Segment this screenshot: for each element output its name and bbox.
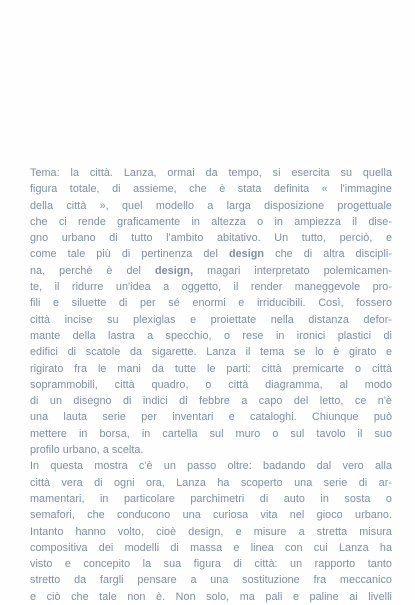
emphasized-word: design,	[154, 264, 194, 277]
text-line	[30, 263, 392, 279]
text-line	[30, 377, 392, 393]
text-segment: della città », quel modello a larga disposizione progettuale	[30, 199, 392, 212]
text-line	[30, 312, 392, 328]
text-segment: na, perché è del	[30, 264, 155, 277]
text-segment: stretto da fargli pensare a una sostituzione fra meccanico	[30, 574, 392, 587]
text-line	[30, 524, 392, 540]
text-segment: visto e concepito la sua figura di città: un rapporto tanto	[30, 558, 392, 571]
text-segment: rigirato fra le mani da tutte le parti: città premicarte o città	[30, 362, 392, 375]
text-line	[30, 295, 392, 311]
text-line	[30, 540, 392, 556]
text-line	[30, 344, 392, 360]
text-segment: In questa mostra c'è un passo oltre: badando dal vero alla	[30, 460, 392, 473]
text-segment: semafori, che conducono una curiosa vita nel gioco urbano.	[30, 509, 392, 522]
text-segment: fili e siluette di per sé enormi e irriducibili. Così, fossero	[30, 297, 392, 310]
text-segment: te, il ridurre un'idea a oggetto, il render maneggevole pro-	[30, 281, 392, 294]
text-segment: e ciò che tale non è. Non solo, ma pali e paline ai livelli	[30, 590, 392, 603]
text-segment: città incise su plexiglas e proiettate nella distanza defor-	[30, 313, 392, 326]
text-line	[30, 165, 392, 181]
text-segment: mettere in borsa, in cartella sul muro o sul tavolo il suo	[30, 427, 392, 440]
body-text	[30, 165, 392, 605]
text-line	[30, 279, 392, 295]
text-segment: mamentari, in particolare parchimetri di auto in sosta o	[30, 492, 392, 505]
text-segment: edifici di scatole da sigarette. Lanza il tema se lo è girato e	[30, 346, 392, 359]
text-line	[30, 442, 392, 458]
text-line	[30, 246, 392, 262]
text-line	[30, 491, 392, 507]
text-segment: Intanto hanno volto, cioè design, e misure a stretta misura	[30, 525, 392, 538]
text-line	[30, 393, 392, 409]
text-segment: come tale più di pertinenza del	[30, 248, 229, 261]
text-segment: che ci rende graficamente in altezza o in ampiezza il dise-	[30, 215, 392, 228]
text-line	[30, 361, 392, 377]
text-line	[30, 230, 392, 246]
text-segment: una lauta serie per inventari e cataloghi. Chiunque può	[30, 411, 392, 424]
text-segment: mante della lastra a specchio, o rese in ironici plastici di	[30, 329, 392, 342]
text-line	[30, 409, 392, 425]
text-segment: Tema: la città. Lanza, ormai da tempo, si esercita su quella	[30, 167, 392, 179]
text-segment: di un disegno di indici di febbre a capo del letto, ce n'è	[30, 395, 392, 408]
text-segment: soprammobili, città quadro, o città diagramma, al modo	[30, 378, 392, 391]
text-line	[30, 458, 392, 474]
text-line	[30, 556, 392, 572]
text-line	[30, 475, 392, 491]
text-segment: che di altra discipli-	[264, 248, 393, 261]
text-line	[30, 214, 392, 230]
text-line	[30, 181, 392, 197]
text-segment: magari interpretato polemicamen-	[193, 264, 392, 277]
text-segment: figura totale, di assieme, che è stata definita « l'immagine	[30, 183, 392, 196]
text-line	[30, 572, 392, 588]
text-line	[30, 507, 392, 523]
text-line	[30, 589, 392, 605]
text-line	[30, 328, 392, 344]
emphasized-word: design	[228, 248, 265, 261]
text-segment: profilo urbano, a scelta.	[30, 444, 144, 457]
text-line	[30, 426, 392, 442]
text-segment: compositiva dei modelli di massa e linea con cui Lanza ha	[30, 541, 392, 554]
text-line	[30, 198, 392, 214]
text-segment: gno urbano di tutto l'ambito abitativo. Un tutto, perciò, e	[30, 232, 392, 245]
text-segment: città vera di ogni ora, Lanza ha scoperto una serie di ar-	[30, 476, 392, 489]
